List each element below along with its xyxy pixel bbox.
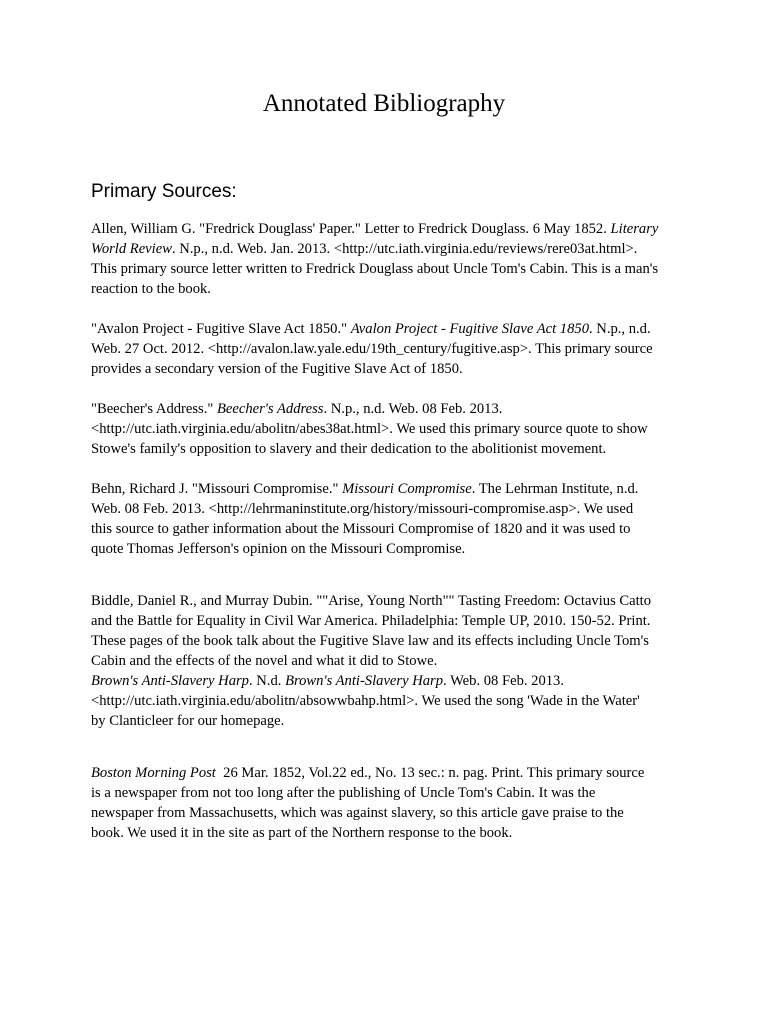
entry-line: is a newspaper from not too long after the publishing of Uncle Tom's Cabin. It was the xyxy=(91,785,596,801)
entry-line: <http://utc.iath.virginia.edu/abolitn/abes38at.html>. We used this primary source quote to show xyxy=(91,421,648,437)
entry-line: book. We used it in the site as part of the Northern response to the book. xyxy=(91,825,513,841)
entry-line: Brown's Anti-Slavery Harp. N.d. Brown's Anti-Slavery Harp. Web. 08 Feb. 2013. xyxy=(91,673,565,689)
entry-line: This primary source letter written to Fredrick Douglass about Uncle Tom's Cabin. This is a man's xyxy=(91,261,659,277)
bibliography-entry-biddle xyxy=(91,591,683,671)
entry-line: Behn, Richard J. "Missouri Compromise." Missouri Compromise. The Lehrman Institute, n.d. xyxy=(91,481,639,497)
entry-line: Web. 27 Oct. 2012. <http://avalon.law.yale.edu/19th_century/fugitive.asp>. This primary source xyxy=(91,341,653,357)
bibliography-entry-behn xyxy=(91,479,683,559)
entry-line: provides a secondary version of the Fugitive Slave Act of 1850. xyxy=(91,361,463,377)
entry-line: by Clanticleer for our homepage. xyxy=(91,713,285,729)
entry-line: Web. 08 Feb. 2013. <http://lehrmaninstitute.org/history/missouri-compromise.asp>. We used xyxy=(91,501,634,517)
page-title: Annotated Bibliography xyxy=(262,90,506,117)
entry-line: World Review. N.p., n.d. Web. Jan. 2013. <http://utc.iath.virginia.edu/reviews/rere03at.html>. xyxy=(91,241,638,257)
bibliography-entry-avalon xyxy=(91,319,683,379)
bibliography-entry-boston-post xyxy=(91,763,683,843)
bibliography-entry-browns-harp xyxy=(91,671,683,731)
section-heading-primary-sources: Primary Sources: xyxy=(91,181,237,202)
entry-line: "Beecher's Address." Beecher's Address. N.p., n.d. Web. 08 Feb. 2013. xyxy=(91,401,503,417)
entry-line: <http://utc.iath.virginia.edu/abolitn/absowwbahp.html>. We used the song 'Wade in the Water' xyxy=(91,693,640,709)
bibliography-entry-allen xyxy=(91,219,683,299)
entry-line: Boston Morning Post 26 Mar. 1852, Vol.22 ed., No. 13 sec.: n. pag. Print. This primary source xyxy=(91,765,645,781)
entry-line: this source to gather information about the Missouri Compromise of 1820 and it was used to xyxy=(91,521,631,537)
entry-line: quote Thomas Jefferson's opinion on the Missouri Compromise. xyxy=(91,541,466,557)
entry-line: newspaper from Massachusetts, which was against slavery, so this article gave praise to the xyxy=(91,805,624,821)
entry-line: Biddle, Daniel R., and Murray Dubin. ""Arise, Young North"" Tasting Freedom: Octavius Catto xyxy=(91,593,652,609)
entry-line: and the Battle for Equality in Civil War America. Philadelphia: Temple UP, 2010. 150-52. Print. xyxy=(91,613,651,629)
bibliography-entry-beecher xyxy=(91,399,683,459)
entry-line: Cabin and the effects of the novel and what it did to Stowe. xyxy=(91,653,438,669)
entry-line: Stowe's family's opposition to slavery and their dedication to the abolitionist movement. xyxy=(91,441,607,457)
entry-line: These pages of the book talk about the Fugitive Slave law and its effects including Uncle Tom's xyxy=(91,633,649,649)
entry-line: "Avalon Project - Fugitive Slave Act 1850." Avalon Project - Fugitive Slave Act 1850. N.p., n.d. xyxy=(91,321,651,337)
entry-line: reaction to the book. xyxy=(91,281,211,297)
entry-line: Allen, William G. "Fredrick Douglass' Paper." Letter to Fredrick Douglass. 6 May 1852. Literary xyxy=(91,221,659,237)
